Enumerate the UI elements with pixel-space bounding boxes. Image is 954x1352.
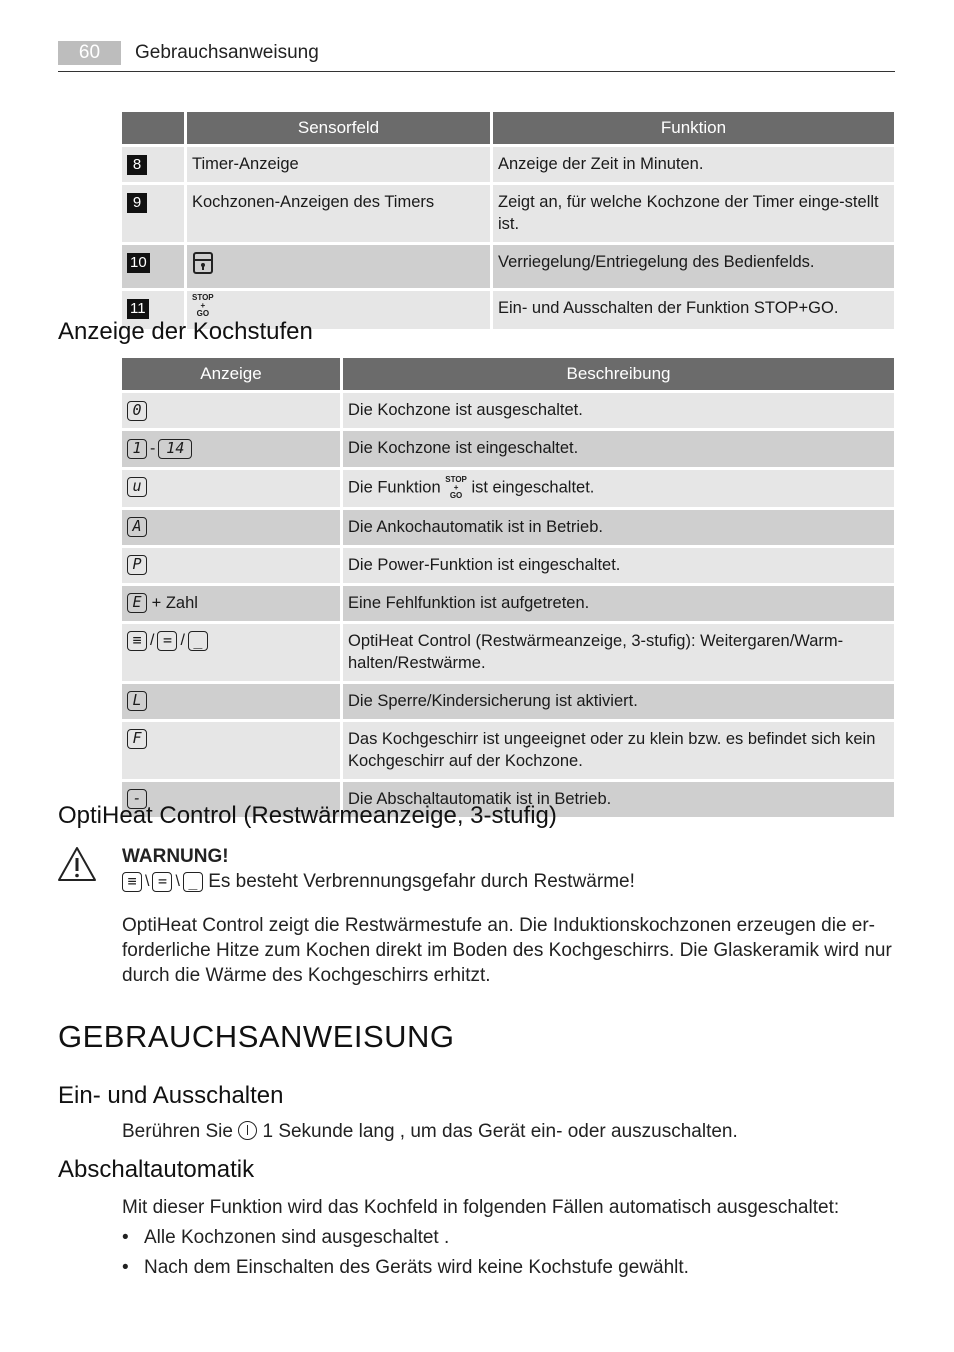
display-description: Die Ankochautomatik ist in Betrieb. [343,510,894,545]
table-row [122,185,894,242]
row-number: 10 [127,253,150,273]
display-symbol: = [157,631,177,651]
power-icon [238,1121,257,1140]
desc-prefix: Die Funktion [348,478,441,496]
stop-go-icon-mid: + [200,301,206,310]
display-description: Die Kochzone ist eingeschaltet. [343,431,894,467]
section-title-kochstufen: Anzeige der Kochstufen [58,318,313,345]
sensor-function: Verriegelung/Entriegelung des Bedienfelds. [493,245,894,288]
warning-separator: \ [175,873,180,891]
display-description: Die Abschaltautomatik ist in Betrieb. [343,782,894,817]
display-description: Eine Fehlfunktion ist aufgetreten. [343,586,894,621]
display-symbol: 14 [158,439,192,459]
display-symbol: ≡ [122,872,142,892]
table-header-anzeige: Anzeige [122,358,340,390]
page-header [58,40,895,72]
list-item-text: Alle Kochzonen sind ausgeschaltet . [144,1227,450,1248]
row-number: 8 [127,155,147,175]
display-description: Das Kochgeschirr ist ungeeignet oder zu klein bzw. es befindet sich kein Kochgeschirr auf der Kochzone. [343,722,894,779]
table-row [122,684,894,719]
ein-aus-text-pre: Berühren Sie [122,1121,233,1142]
stop-go-icon-bottom: GO [449,490,463,500]
display-suffix: + Zahl [151,593,198,612]
stop-go-icon-top: STOP [192,293,214,302]
display-symbol: F [127,729,147,749]
section-title-abschalt: Abschaltautomatik [58,1156,255,1183]
display-symbol: 1 [127,439,147,459]
sensor-field: Kochzonen-Anzeigen des Timers [187,185,490,242]
sensor-function: Anzeige der Zeit in Minuten. [493,147,894,182]
display-description: Die Power-Funktion ist eingeschaltet. [343,548,894,583]
display-table [119,355,897,820]
stop-go-icon-bottom: GO [196,309,210,318]
main-title: GEBRAUCHSANWEISUNG [58,1019,455,1054]
table-header-sensorfeld: Sensorfeld [187,112,490,144]
table-row [122,624,894,681]
table-header-beschreibung: Beschreibung [343,358,894,390]
display-symbol: ≡ [127,631,147,651]
desc-suffix: ist eingeschaltet. [471,478,595,496]
list-item [122,1255,689,1280]
bullet-dot: • [122,1227,129,1248]
ein-aus-paragraph [122,1119,892,1144]
sensor-function: Zeigt an, für welche Kochzone der Timer einge-stellt ist. [493,185,894,242]
section-title-ein-aus: Ein- und Ausschalten [58,1082,284,1109]
optiheat-paragraph: OptiHeat Control zeigt die Restwärmestufe an. Die Induktionskochzonen erzeugen die er-forderliche Hitze zum Kochen direkt im Boden des Kochgeschirrs. Die Glaskeramik wird nur durch die Wärme des Kochgeschirrs erhitzt. [122,915,892,986]
sensor-table [119,109,897,332]
list-item [122,1225,449,1250]
sensor-function: Ein- und Ausschalten der Funktion STOP+GO. [493,291,894,329]
display-symbol: _ [188,631,208,651]
display-separator: - [150,439,156,457]
stop-go-icon [192,294,214,318]
warning-triangle-icon [57,846,97,887]
display-symbol: L [127,691,147,711]
row-number: 11 [127,299,149,319]
stop-go-icon-top: STOP [445,474,467,484]
display-symbol: 0 [127,401,147,421]
warning-title: WARNUNG! [122,846,229,867]
sensor-field: Timer-Anzeige [187,147,490,182]
display-description: Die Sperre/Kindersicherung ist aktiviert. [343,684,894,719]
header-title: Gebrauchsanweisung [135,42,319,63]
display-description: Die Kochzone ist ausgeschaltet. [343,393,894,428]
table-row [122,431,894,467]
table-row [122,147,894,182]
lock-icon [192,251,214,281]
table-header-empty [122,112,184,144]
page-number: 60 [58,41,121,65]
display-symbol: u [127,477,147,497]
display-description [343,470,894,507]
table-row [122,393,894,428]
stop-go-icon [445,476,467,500]
section-title-optiheat: OptiHeat Control (Restwärmeanzeige, 3-stufig) [58,802,557,829]
table-row [122,722,894,779]
list-item-text: Nach dem Einschalten des Geräts wird keine Kochstufe gewählt. [144,1257,689,1278]
display-description: OptiHeat Control (Restwärmeanzeige, 3-stufig): Weitergaren/Warm-halten/Restwärme. [343,624,894,681]
bullet-dot: • [122,1257,129,1278]
table-header-funktion: Funktion [493,112,894,144]
display-symbol: _ [183,872,203,892]
table-row [122,586,894,621]
ein-aus-text-post: 1 Sekunde lang , um das Gerät ein- oder auszuschalten. [262,1121,738,1142]
table-row [122,245,894,288]
table-row [122,548,894,583]
display-symbol: = [152,872,172,892]
table-row [122,510,894,545]
warning-separator: \ [145,873,150,891]
display-symbol: A [127,517,147,537]
stop-go-icon-mid: + [453,482,459,492]
table-row [122,470,894,507]
warning-text: Es besteht Verbrennungsgefahr durch Restwärme! [208,871,635,892]
display-symbol: E [127,593,147,613]
display-symbol: P [127,555,147,575]
warning-line [122,869,902,894]
warning-block [122,844,902,894]
display-symbol: - [127,789,147,809]
display-separator: / [180,632,185,650]
row-number: 9 [127,193,147,213]
display-separator: / [150,632,155,650]
abschalt-paragraph: Mit dieser Funktion wird das Kochfeld in folgenden Fällen automatisch ausgeschaltet: [122,1197,840,1218]
